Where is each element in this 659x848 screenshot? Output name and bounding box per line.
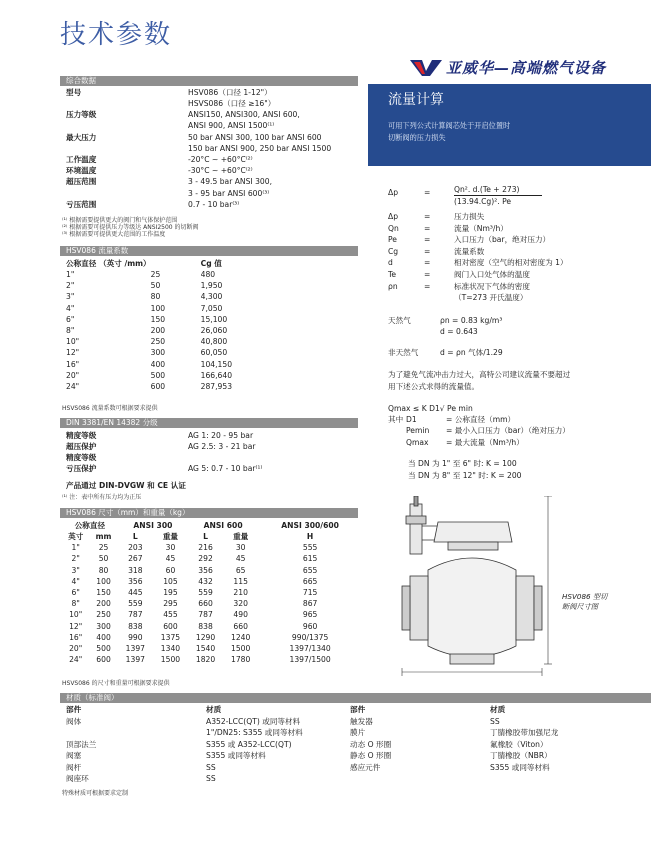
dims-cell: 45	[165, 554, 176, 564]
general-row	[66, 132, 331, 143]
general-note: ⁽³⁾ 根据需要可提供更大范围的工作温度	[62, 231, 166, 238]
natural-gas-label: 天然气	[388, 316, 411, 325]
symbol-desc: 流量（Nm³/h）	[454, 223, 508, 233]
general-label	[66, 121, 188, 132]
dims-cell: 12"	[69, 621, 83, 631]
din-note: ⁽¹⁾ 注：表中所有压力均为正压	[62, 494, 142, 501]
materials-header: 材质（标准阀）	[60, 693, 651, 703]
symbol-eq: =	[424, 212, 431, 221]
dims-cell: 1500	[231, 643, 251, 653]
flow-cell: 166,640	[200, 370, 233, 380]
dims-cell: 292	[198, 554, 213, 564]
dims-cell: 318	[128, 565, 143, 575]
k-rule: 当 DN 为 1" 至 6" 时: K = 100	[408, 459, 517, 468]
symbol-desc: 阀门入口处气体的温度	[454, 270, 530, 279]
symbol: Cg	[388, 246, 399, 256]
material-name: 氟橡胶（Viton）	[490, 739, 548, 749]
dims-cell: 20"	[69, 643, 83, 653]
symbol-desc: 相对密度（空气的相对密度为 1）	[454, 258, 568, 268]
non-natural-label: 非天然气	[388, 348, 419, 357]
symbol: Te	[388, 270, 397, 279]
symbol-eq: =	[424, 235, 431, 245]
dims-group-header: ANSI 300/600	[281, 520, 339, 530]
flow-cell: 12"	[66, 348, 80, 358]
symbol-eq: =	[424, 258, 431, 268]
dims-cell: 787	[128, 610, 143, 620]
flow-header: HSV086 流量系数	[60, 246, 358, 256]
flow-cell: 16"	[66, 359, 80, 369]
dims-note: HSVS086 的尺寸和重量可根据要求提供	[62, 680, 170, 687]
qmax-symbol: Qmax	[406, 437, 429, 447]
materials-note: 特殊材质可根据要求定制	[62, 790, 129, 797]
dims-cell: 195	[163, 588, 178, 598]
flow-table	[66, 258, 281, 392]
flow-cell: 500	[150, 370, 166, 380]
symbol-desc: 流量系数	[454, 246, 485, 256]
flow-cell: 104,150	[200, 359, 233, 369]
dims-row	[62, 621, 362, 632]
material-name: 丁腈橡胶带加强尼龙	[490, 728, 559, 738]
flow-calc-title: 流量计算	[388, 92, 444, 108]
general-value: 3 - 49.5 bar ANSI 300,	[188, 177, 272, 187]
materials-col-part: 部件	[66, 705, 82, 714]
dims-col-row	[62, 531, 362, 542]
flow-calc-subtitle-line: 切断阀的压力损失	[388, 133, 446, 142]
dims-cell: 787	[198, 610, 213, 620]
dims-cell: 10"	[69, 610, 83, 620]
dims-group-header: ANSI 600	[203, 520, 243, 530]
dims-col-header: L	[203, 532, 208, 542]
flow-calc-subtitle	[388, 120, 510, 144]
drawing-caption-line: HSV086 型切	[562, 592, 608, 601]
natural-gas-rho: ρn = 0.83 kg/m³	[440, 316, 503, 325]
dims-cell: 115	[233, 576, 248, 586]
formula-denominator: (13.94.Cg)². Pe	[454, 197, 512, 206]
dims-cell: 867	[302, 599, 318, 609]
flow-cell: 250	[150, 337, 166, 347]
dims-cell: 50	[98, 554, 109, 564]
flow-cell: 2"	[66, 281, 75, 291]
din-value: AG 2.5: 3 - 21 bar	[188, 442, 256, 452]
flow-cell: 25	[150, 270, 161, 280]
dims-cell: 559	[128, 599, 143, 609]
material-name: S355 或同等材料	[206, 751, 266, 761]
symbol: Δp	[388, 212, 399, 221]
flow-cell: 60,050	[200, 348, 228, 358]
formula-lhs: Δp	[388, 188, 399, 197]
material-name: A352-LCC(QT) 或同等材料	[206, 717, 301, 726]
dims-cell: 559	[198, 588, 213, 598]
dims-cell: 100	[96, 576, 111, 586]
symbol: Pe	[388, 235, 397, 245]
material-part: 静态 O 形圈	[350, 751, 392, 761]
general-value: HSV086（口径 1-12"）	[188, 87, 272, 97]
din-value	[188, 452, 262, 463]
materials-col-mat: 材质	[490, 705, 506, 714]
general-row	[66, 109, 331, 120]
dims-cell: 965	[302, 610, 318, 620]
symbol-eq: =	[424, 246, 431, 256]
brand-mark-icon	[410, 59, 442, 77]
material-name: S355 或 A352-LCC(QT)	[206, 739, 292, 749]
material-name: SS	[206, 774, 216, 783]
dims-cell: 990	[128, 632, 143, 642]
material-part: 阀塞	[66, 751, 82, 761]
flow-cell: 600	[150, 381, 166, 391]
material-part: 阀座环	[66, 774, 89, 783]
general-row	[66, 199, 331, 210]
dims-cell: 356	[198, 565, 213, 575]
dims-row	[62, 542, 362, 553]
dims-cell: 432	[198, 576, 213, 586]
symbol-eq: =	[424, 281, 431, 291]
dims-cell: 356	[128, 576, 143, 586]
dims-row	[62, 632, 362, 643]
general-row	[66, 165, 331, 176]
din-label: 精度等级	[66, 453, 97, 463]
din-label: 超压保护	[66, 442, 97, 452]
flow-cell: 10"	[66, 337, 80, 347]
dims-cell: 715	[302, 588, 318, 598]
dims-cell: 1397/1340	[289, 643, 331, 653]
dims-cell: 655	[302, 565, 318, 575]
dims-row	[62, 598, 362, 609]
general-label	[66, 143, 188, 154]
flow-cell: 4"	[66, 303, 75, 313]
symbol-desc: 入口压力（bar，绝对压力）	[454, 235, 551, 245]
qmax-formula: Qmax ≤ K D1√ Pe min	[388, 404, 473, 413]
dims-cell: 16"	[69, 632, 83, 642]
general-value: ANSI150, ANSI300, ANSI 600,	[188, 110, 300, 120]
general-label: 最大压力	[66, 132, 97, 142]
flow-header-row	[66, 258, 281, 269]
dims-cell: 65	[235, 565, 246, 575]
dims-cell: 1500	[160, 655, 181, 665]
dims-cell: 615	[302, 554, 318, 564]
dims-cell: 45	[235, 554, 246, 564]
din-row	[66, 464, 262, 475]
dims-cell: 1397/1500	[289, 655, 331, 665]
dims-row	[62, 565, 362, 576]
general-label: 型号	[66, 87, 82, 97]
dims-cell: 445	[128, 588, 143, 598]
material-name: 1"/DN25: S355 或同等材料	[206, 728, 303, 738]
formula-numerator: Qn². d.(Te + 273)	[454, 185, 520, 194]
general-note: ⁽²⁾ 根据需要可提供压力等级达 ANSI2500 的切断阀	[62, 224, 199, 231]
flow-cell: 400	[150, 359, 166, 369]
dims-cell: 1"	[71, 543, 80, 553]
flow-cell: 40,800	[200, 337, 228, 347]
dims-cell: 203	[128, 543, 143, 553]
flow-note: HSVS086 流量系数可根据要求提供	[62, 405, 158, 412]
flow-row	[66, 314, 281, 325]
dims-cell: 1397	[125, 643, 145, 653]
general-row	[66, 98, 331, 109]
dims-cell: 320	[233, 599, 248, 609]
page-title: 技术参数	[60, 20, 173, 50]
flow-cell: 287,953	[200, 381, 233, 391]
material-part: 动态 O 形圈	[350, 739, 392, 749]
dims-cell: 60	[165, 565, 176, 575]
dims-cell: 1780	[231, 655, 251, 665]
dims-cell: 105	[163, 576, 178, 586]
general-value: -30°C ~ +60°C⁽²⁾	[188, 166, 253, 176]
where-label: 其中	[388, 415, 404, 424]
dims-cell: 838	[198, 621, 213, 631]
dims-col-header: 英寸	[68, 532, 84, 542]
general-label: 超压范围	[66, 177, 97, 187]
din-cert: 产品通过 DIN-DVGW 和 CE 认证	[66, 481, 186, 490]
general-row	[66, 143, 331, 154]
flow-row	[66, 292, 281, 303]
dims-row	[62, 643, 362, 654]
din-row	[66, 441, 262, 452]
flow-cell: 300	[150, 348, 166, 358]
material-part: 触发器	[350, 717, 373, 726]
general-row	[66, 87, 331, 98]
material-part: 感应元件	[350, 762, 381, 772]
dims-col-header: H	[306, 532, 314, 542]
general-value: -20°C ~ +60°C⁽²⁾	[188, 155, 253, 165]
dims-row	[62, 576, 362, 587]
drawing-caption-line: 断阀尺寸图	[562, 602, 598, 611]
drawing-caption	[562, 592, 607, 612]
flow-row	[66, 359, 281, 370]
symbol-eq: =	[424, 270, 431, 279]
dims-row	[62, 587, 362, 598]
dims-cell: 660	[198, 599, 213, 609]
dims-cell: 295	[163, 599, 178, 609]
dims-cell: 555	[302, 543, 318, 553]
general-label: 工作温度	[66, 155, 97, 165]
symbol-eq: =	[424, 223, 431, 233]
general-notes	[62, 217, 362, 238]
symbol-desc: 标准状况下气体的密度	[454, 281, 530, 291]
symbol-desc: 压力损失	[454, 212, 485, 221]
dims-group-row	[62, 520, 362, 531]
flow-cell: 26,060	[200, 326, 228, 336]
dims-row	[62, 554, 362, 565]
dims-cell: 80	[98, 565, 109, 575]
flow-cell: 150	[150, 314, 166, 324]
general-label	[66, 98, 188, 109]
flow-cell: 480	[200, 270, 216, 280]
non-natural-formula: d = ρn 气体/1.29	[440, 348, 503, 357]
flow-cell: 1"	[66, 270, 75, 280]
material-name: SS	[206, 762, 216, 772]
dims-col-header: 重量	[162, 532, 179, 542]
din-value: AG 5: 0.7 - 10 bar⁽¹⁾	[188, 464, 263, 474]
general-label	[66, 188, 188, 199]
symbol: ρn	[388, 281, 398, 291]
dims-cell: 24"	[69, 655, 83, 665]
general-note: ⁽¹⁾ 根据需要提供更大的阀门和气体保护范围	[62, 217, 178, 224]
dims-cell: 990/1375	[291, 632, 329, 642]
dims-cell: 400	[96, 632, 111, 642]
flow-cell: 8"	[66, 326, 75, 336]
symbol-desc: （T=273 开氏温度）	[454, 293, 528, 303]
dims-cell: 1340	[160, 643, 181, 653]
flow-row	[66, 303, 281, 314]
dims-cell: 665	[302, 576, 318, 586]
flow-cell: 3"	[66, 292, 75, 302]
material-part: 阀杆	[66, 762, 82, 772]
flow-cell: 80	[150, 292, 161, 302]
flow-row	[66, 280, 281, 291]
dims-cell: 250	[96, 610, 111, 620]
general-row	[66, 154, 331, 165]
flow-cell: 100	[150, 303, 166, 313]
material-name: S355 或同等材料	[490, 762, 550, 772]
dims-group-header: ANSI 300	[133, 520, 173, 530]
advice-line: 用下述公式求得的流量值。	[388, 382, 480, 391]
qmax-symbol: D1	[406, 415, 417, 424]
formula-fraction-line	[454, 195, 542, 196]
material-part: 膜片	[350, 728, 366, 738]
dims-cell: 600	[163, 621, 178, 631]
flow-row	[66, 269, 281, 280]
dims-cell: 1240	[231, 632, 251, 642]
dims-row	[62, 610, 362, 621]
materials-col-mat: 材质	[206, 705, 222, 714]
general-value: HSVS086（口径 ≥16"）	[188, 99, 276, 109]
flow-cell: 1,950	[200, 281, 223, 291]
materials-col-part: 部件	[350, 705, 366, 714]
dims-cell: 1397	[125, 655, 145, 665]
dims-col-header: 重量	[233, 532, 249, 542]
dims-cell: 455	[163, 610, 178, 620]
qmax-symbol: Pemin	[406, 426, 430, 436]
flow-cell: 50	[150, 281, 161, 291]
din-row	[66, 430, 262, 441]
flow-row	[66, 325, 281, 336]
dims-cell: 267	[128, 554, 143, 564]
dims-col-header: L	[132, 532, 138, 542]
general-value: 3 - 95 bar ANSI 600⁽³⁾	[188, 188, 270, 198]
general-header: 综合数据	[60, 76, 358, 86]
general-row	[66, 188, 331, 199]
qmax-desc: = 公称直径（mm）	[446, 415, 516, 424]
general-label: 压力等级	[66, 110, 97, 120]
dims-cell: 1820	[195, 655, 216, 665]
brand-name: 亚威华—高端燃气设备	[446, 59, 607, 77]
symbol: Qn	[388, 223, 399, 233]
flow-cell: 4,300	[200, 292, 223, 302]
flow-row	[66, 370, 281, 381]
general-label: 环境温度	[66, 166, 97, 176]
din-label: 精度等级	[66, 430, 97, 440]
dims-cell: 660	[233, 621, 248, 631]
din-header: DIN 3381/EN 14382 分级	[60, 418, 358, 428]
flow-cell: 7,050	[200, 303, 223, 313]
advice-line: 为了避免气流冲击力过大，高特公司建议流量不要超过	[388, 370, 571, 379]
din-value: AG 1: 20 - 95 bar	[188, 430, 254, 440]
material-part: 顶部法兰	[66, 739, 97, 749]
general-value: 150 bar ANSI 900, 250 bar ANSI 1500	[188, 143, 332, 153]
material-name: SS	[490, 717, 500, 726]
dims-cell: 838	[128, 621, 143, 631]
dims-cell: 6"	[71, 588, 80, 598]
flow-row	[66, 348, 281, 359]
valve-dimension-drawing	[388, 496, 578, 678]
dims-cell: 1540	[195, 643, 216, 653]
din-row	[66, 452, 262, 463]
general-row	[66, 177, 331, 188]
general-value: 50 bar ANSI 300, 100 bar ANSI 600	[188, 132, 322, 142]
dims-cell: 8"	[71, 599, 80, 609]
dims-cell: 150	[96, 588, 111, 598]
general-value: 0.7 - 10 bar⁽³⁾	[188, 199, 240, 209]
dims-row	[62, 654, 362, 665]
flow-col-header: Cg 值	[200, 258, 222, 268]
qmax-desc: = 最小入口压力（bar）（绝对压力）	[446, 426, 570, 436]
dims-cell: 600	[96, 655, 111, 665]
dims-cell: 216	[198, 543, 213, 553]
material-name: 丁腈橡胶（NBR）	[490, 751, 552, 761]
formula-eq: =	[424, 188, 431, 197]
natural-gas-d: d = 0.643	[440, 327, 478, 336]
din-label: 亏压保护	[66, 464, 97, 474]
flow-cell: 24"	[66, 381, 80, 391]
qmax-desc: = 最大流量（Nm³/h）	[446, 437, 524, 447]
dims-cell: 500	[96, 643, 111, 653]
dims-cell: 30	[235, 543, 246, 553]
dims-cell: 210	[233, 588, 248, 598]
flow-cell: 6"	[66, 314, 75, 324]
brand-logo	[410, 58, 650, 78]
dims-cell: 490	[233, 610, 248, 620]
general-value: ANSI 900, ANSI 1500⁽¹⁾	[188, 121, 275, 131]
general-table	[66, 87, 366, 210]
dims-header: HSV086 尺寸（mm）和重量（kg）	[60, 508, 358, 518]
dims-cell: 2"	[71, 554, 80, 564]
flow-cell: 15,100	[200, 314, 228, 324]
dims-cell: 3"	[71, 565, 80, 575]
symbol: d	[388, 258, 393, 268]
dims-cell: 960	[302, 621, 318, 631]
dims-cell: 1290	[195, 632, 216, 642]
flow-col-header: 公称直径 （英寸 /mm）	[66, 258, 151, 268]
dims-cell: 1375	[160, 632, 181, 642]
general-label: 亏压范围	[66, 199, 97, 209]
flow-col-header	[151, 258, 201, 269]
dims-group-header: 公称直径	[74, 520, 106, 530]
din-table	[66, 430, 262, 475]
dims-cell: 300	[96, 621, 111, 631]
flow-row	[66, 381, 281, 392]
dims-cell: 30	[165, 543, 176, 553]
dims-cell: 25	[98, 543, 109, 553]
dims-table	[62, 520, 362, 665]
flow-row	[66, 336, 281, 347]
dims-cell: 200	[96, 599, 111, 609]
material-part: 阀体	[66, 717, 82, 726]
dims-cell: 4"	[71, 576, 80, 586]
k-rule: 当 DN 为 8" 至 12" 时: K = 200	[408, 471, 522, 480]
general-row	[66, 121, 331, 132]
dims-col-header: mm	[95, 532, 112, 542]
flow-calc-subtitle-line: 可用下列公式计算阀芯处于开启位置时	[388, 121, 511, 130]
flow-cell: 200	[150, 326, 166, 336]
flow-cell: 20"	[66, 370, 80, 380]
